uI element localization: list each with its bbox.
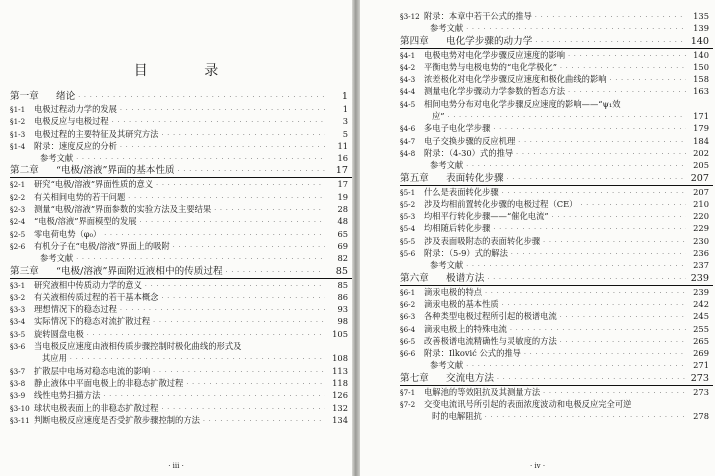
toc-section-row [400, 310, 713, 322]
section-number: §7-1 [400, 387, 416, 397]
page-number: 48 [337, 216, 348, 227]
entry-title: 参考文献 [430, 260, 464, 271]
page-number: 271 [693, 360, 709, 371]
chapter-number: 第五章 [400, 172, 429, 184]
page-number: 150 [693, 61, 709, 72]
toc-section-row [400, 323, 713, 335]
section-number: §5-5 [400, 236, 416, 246]
entry-title: 均相平行转化步骤——“催化电流” [424, 211, 549, 222]
toc-section-row [400, 298, 713, 310]
toc-section-row [10, 228, 352, 240]
section-number: §3-6 [10, 342, 26, 352]
entry-title: 多电子电化学步骤 [424, 123, 491, 134]
section-number: §5-3 [400, 212, 416, 222]
toc-section-row [400, 347, 713, 359]
leader-dots [226, 266, 325, 279]
page-number: 28 [337, 204, 348, 215]
entry-title: 电解池的等效阻抗及其测量方法 [424, 386, 541, 397]
entry-title: 球状电极表面上的非稳态扩散过程 [34, 402, 159, 413]
section-number: §1-2 [10, 117, 26, 127]
section-number: §3-12 [400, 12, 420, 21]
entry-title: 平衡电势与电极电势的“电化学极化” [424, 61, 557, 72]
page-number: 17 [335, 165, 348, 177]
section-number: §6-5 [400, 336, 416, 346]
section-number: §6-4 [400, 324, 416, 334]
entry-title: 研究“电极/溶液”界面性质的意义 [34, 179, 154, 190]
toc-continuation-row [400, 410, 713, 422]
entry-title: 有关相间电势的若干问题 [34, 191, 126, 202]
section-number: §1-3 [10, 129, 26, 139]
page-number: 17 [337, 179, 348, 190]
page-number: 108 [332, 353, 348, 364]
section-number: §2-4 [10, 217, 26, 227]
section-number: §2-3 [10, 205, 26, 215]
toc-section-row [10, 291, 352, 303]
section-number: §3-4 [10, 317, 26, 327]
page-number: 113 [332, 365, 348, 376]
book-spine [352, 0, 360, 476]
toc-section-row [10, 315, 352, 327]
page-number: 265 [693, 335, 709, 346]
page-title: 目 录 [133, 63, 245, 79]
section-number: §4-6 [400, 124, 416, 134]
entry-title: 线性电势扫描方法 [34, 390, 101, 401]
toc-section-row [10, 240, 352, 252]
section-number: §6-2 [400, 299, 416, 309]
entry-title: 电极过程的主要特征及其研究方法 [34, 128, 159, 139]
toc-continuation-row [10, 352, 352, 364]
toc-chapter-row [400, 35, 713, 49]
toc-section-row [400, 122, 713, 134]
entry-title: 有关液相传质过程的若干基本概念 [34, 291, 159, 302]
page-number: 16 [337, 153, 348, 164]
entry-title: 电极过程动力学的发展 [34, 104, 117, 114]
page-number: 255 [693, 323, 709, 334]
entry-title: “电极/溶液”界面模型的发展 [34, 216, 137, 227]
page-number: 278 [693, 411, 709, 422]
entry-title: 浓差极化对电化学步骤反应速度和极化曲线的影响 [424, 74, 607, 85]
page-number: 242 [693, 298, 709, 309]
toc-section-row [400, 147, 713, 159]
entry-title: 静止液体中平面电极上的非稳态扩散过程 [34, 377, 184, 388]
toc-references-row [400, 259, 713, 271]
section-number: §3-3 [10, 305, 26, 315]
toc-section-row [10, 377, 352, 389]
toc-right [400, 10, 713, 423]
toc-chapter-row [10, 164, 352, 178]
entry-title: 参考文献 [430, 160, 464, 171]
page-number: 86 [337, 291, 348, 302]
entry-title: 滴汞电极的基本性质 [424, 298, 499, 309]
page-number: 5 [342, 128, 348, 139]
entry-title: 应” [432, 111, 445, 122]
toc-section-row [10, 203, 352, 215]
section-number: §3-8 [10, 378, 26, 388]
toc-section-row [10, 414, 352, 426]
entry-title: 涉及表面吸附态的表面转化步骤 [424, 235, 541, 246]
toc-references-row [10, 252, 352, 264]
toc-section-row [400, 335, 713, 347]
page-number: 205 [693, 160, 709, 171]
entry-title: 电极电势对电化学步骤反应速度的影响 [424, 49, 566, 60]
section-number: §3-10 [10, 403, 30, 413]
chapter-number: 第六章 [400, 272, 429, 284]
entry-title: 参考文献 [40, 153, 74, 164]
leader-dots [203, 416, 325, 428]
entry-title: 附录：Ilković 公式的推导 [424, 348, 521, 359]
toc-references-row [10, 152, 352, 164]
toc-section-row [10, 191, 352, 203]
page-number: 11 [337, 140, 348, 151]
toc-section-row [400, 247, 713, 259]
toc-chapter-row [400, 172, 713, 186]
page-number: 134 [332, 414, 348, 425]
toc-section-row [400, 222, 713, 234]
section-number: §3-5 [10, 329, 26, 339]
page-number: 98 [337, 316, 348, 327]
leader-dots [485, 412, 686, 424]
entry-title: 判断电极反应速度是否受扩散步骤控制的方法 [34, 414, 200, 425]
toc-chapter-row [400, 272, 713, 286]
page-number: 210 [693, 198, 709, 209]
section-number: §5-2 [400, 199, 416, 209]
leader-dots [178, 165, 325, 178]
leader-dots [487, 273, 686, 286]
page-number: 105 [332, 328, 348, 339]
toc-section-row [400, 398, 713, 410]
toc-section-row [400, 10, 713, 22]
toc-section-row [10, 328, 352, 340]
entry-title: 滴汞电极上的特殊电流 [424, 323, 507, 334]
section-number: §5-1 [400, 187, 416, 197]
page-number: 273 [690, 372, 709, 384]
page-number: 82 [337, 253, 348, 264]
section-number: §6-6 [400, 349, 416, 359]
toc-section-row [400, 73, 713, 85]
section-number: §4-5 [400, 99, 416, 109]
page-number: 140 [690, 35, 709, 47]
toc-left [10, 90, 352, 426]
leader-dots [507, 173, 686, 186]
toc-references-row [400, 359, 713, 371]
page-footer-left: · iii · [168, 462, 184, 470]
toc-section-row [400, 235, 713, 247]
toc-section-row [10, 389, 352, 401]
page-number: 184 [693, 135, 709, 146]
page-number: 3 [342, 116, 348, 127]
entry-title: 参考文献 [430, 23, 464, 34]
chapter-number: 第三章 [10, 265, 39, 277]
section-number: §3-9 [10, 391, 26, 401]
section-number: §4-1 [400, 50, 416, 60]
toc-section-row [400, 85, 713, 97]
entry-title: 涉及均相前置转化步骤的电极过程（CE） [424, 198, 578, 209]
toc-chapter-row [10, 265, 352, 279]
entry-title: 改善极谱电流精确性与灵敏度的方法 [424, 335, 557, 346]
toc-chapter-row [400, 372, 713, 386]
section-number: §3-2 [10, 292, 26, 302]
section-number: §1-4 [10, 141, 26, 151]
toc-section-row [400, 186, 713, 198]
toc-section-row [10, 279, 352, 291]
entry-title: 旋转圆盘电极 [34, 328, 84, 339]
chapter-number: 第四章 [400, 35, 429, 47]
toc-section-row [400, 61, 713, 73]
page-number: 236 [693, 248, 709, 259]
page-number: 85 [337, 279, 348, 290]
toc-continuation-row [400, 110, 713, 122]
page-number: 135 [693, 11, 709, 21]
page-number: 171 [693, 111, 709, 122]
section-number: §1-1 [10, 105, 26, 114]
page-number: 85 [335, 265, 348, 277]
section-number: §2-2 [10, 192, 26, 202]
toc-section-row [10, 365, 352, 377]
section-number: §2-6 [10, 241, 26, 251]
entry-title: 表面转化步骤 [446, 172, 504, 184]
entry-title: 极谱方法 [446, 272, 485, 284]
toc-section-row [10, 128, 352, 140]
section-number: §5-6 [400, 249, 416, 259]
toc-section-row [400, 286, 713, 298]
entry-title: 交变电流讯号所引起的表面浓度波动和电极反应完全可逆 [424, 399, 632, 410]
section-number: §7-2 [400, 400, 416, 410]
page-number: 245 [693, 311, 709, 322]
page-footer-right: · iv · [529, 462, 546, 470]
entry-title: 均相随后转化步骤 [424, 223, 491, 234]
page-number: 140 [693, 49, 709, 60]
page-number: 1 [341, 91, 348, 102]
toc-section-row [400, 198, 713, 210]
entry-title: 实际情况下的稳态对流扩散过程 [34, 316, 151, 327]
toc-section-row [10, 215, 352, 227]
page-number: 132 [332, 402, 348, 413]
entry-title: 附录：速度反应的分析 [34, 140, 117, 151]
section-number: §6-3 [400, 312, 416, 322]
right-page [360, 0, 715, 476]
page-number: 230 [693, 235, 709, 246]
section-number: §3-11 [10, 415, 30, 425]
page-number: 1 [342, 104, 348, 114]
toc-chapter-row [10, 90, 352, 103]
entry-title: 扩散层中电场对稳态电流的影响 [34, 365, 151, 376]
page-number: 207 [693, 186, 709, 197]
page-number: 273 [693, 386, 709, 397]
page-number: 118 [332, 377, 348, 388]
page-number: 158 [693, 74, 709, 85]
entry-title: 电化学步骤的动力学 [446, 35, 533, 47]
page-number: 69 [337, 240, 348, 251]
page-number: 269 [693, 348, 709, 359]
toc-section-row [10, 140, 352, 152]
entry-title: 测量“电极/溶液”界面参数的实验方法及主要结果 [34, 204, 212, 215]
section-number: §4-2 [400, 62, 416, 72]
leader-dots [535, 36, 686, 49]
chapter-number: 第二章 [10, 165, 39, 177]
entry-title: 什么是表面转化步骤 [424, 186, 499, 197]
entry-title: 附录：本章中若干公式的推导 [424, 11, 532, 21]
entry-title: 有机分子在“电极/溶液”界面上的吸附 [34, 240, 170, 251]
page-number: 207 [690, 172, 709, 184]
entry-title: 电子交换步骤的反应机理 [424, 135, 516, 146]
entry-title: 交流电方法 [446, 372, 494, 384]
entry-title: 零电荷电势（φ₀） [34, 228, 102, 239]
entry-title: 各种类型电极过程所引起的极谱电流 [424, 311, 557, 322]
toc-section-row [10, 402, 352, 414]
entry-title: 参考文献 [40, 253, 74, 264]
entry-title: “电极/溶液”界面的基本性质 [56, 165, 175, 177]
page-number: 239 [690, 272, 709, 284]
toc-section-row [400, 210, 713, 222]
entry-title: 其应用 [42, 353, 67, 364]
entry-title: 电极反应与电极过程 [34, 116, 109, 127]
entry-title: “电极/溶液”界面附近液相中的传质过程 [56, 265, 223, 277]
section-number: §4-7 [400, 136, 416, 146]
toc-section-row [400, 49, 713, 61]
section-number: §3-7 [10, 366, 26, 376]
section-number: §4-3 [400, 75, 416, 85]
entry-title: 时的电解阻抗 [432, 411, 482, 422]
page-number: 19 [337, 191, 348, 202]
toc-section-row [10, 115, 352, 127]
toc-section-row [10, 103, 352, 115]
entry-title: 测量电化学步骤动力学参数的暂态方法 [424, 86, 566, 97]
entry-title: 研究液相中传质动力学的意义 [34, 279, 142, 290]
section-number: §6-1 [400, 287, 416, 297]
chapter-number: 第七章 [400, 372, 429, 384]
entry-title: 绪论 [56, 91, 76, 102]
section-number: §4-4 [400, 87, 416, 97]
entry-title: 滴汞电极的特点 [424, 286, 483, 297]
section-number: §3-1 [10, 280, 26, 290]
toc-section-row [10, 340, 352, 352]
section-number: §2-1 [10, 180, 26, 190]
toc-references-row [400, 159, 713, 171]
page-number: 126 [332, 390, 348, 401]
page-number: 179 [693, 123, 709, 134]
toc-section-row [400, 135, 713, 147]
toc-section-row [400, 386, 713, 398]
entry-title: 理想情况下的稳态过程 [34, 304, 117, 315]
toc-references-row [400, 22, 713, 34]
toc-section-row [10, 178, 352, 190]
page-number: 220 [693, 211, 709, 222]
leader-dots [497, 373, 686, 386]
section-number: §4-8 [400, 148, 416, 158]
page-number: 229 [693, 223, 709, 234]
chapter-number: 第一章 [10, 91, 39, 102]
page-number: 202 [693, 147, 709, 158]
entry-title: 参考文献 [430, 360, 464, 371]
page-number: 139 [693, 23, 709, 34]
section-number: §5-4 [400, 224, 416, 234]
entry-title: 附录：（4-30）式的推导 [424, 147, 514, 158]
page-number: 237 [693, 260, 709, 271]
page-number: 163 [693, 86, 709, 97]
page-number: 93 [337, 304, 348, 315]
page-number: 239 [693, 286, 709, 297]
entry-title: 附录：（5-9）式的解法 [424, 248, 508, 259]
toc-section-row [10, 303, 352, 315]
page-number: 65 [337, 228, 348, 239]
entry-title: 相间电势分布对电化学步骤反应速度的影响——“ψ₁效 [424, 98, 621, 109]
toc-section-row [400, 98, 713, 110]
section-number: §2-5 [10, 229, 26, 239]
left-page [0, 0, 352, 476]
entry-title: 当电极反应速度由液相传质步骤控制时极化曲线的形式及 [34, 341, 242, 352]
